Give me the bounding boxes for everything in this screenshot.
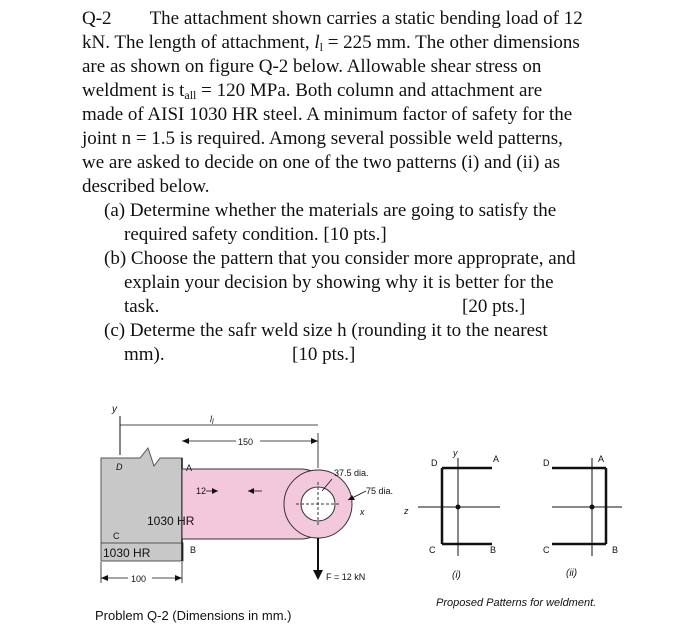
pattern-i-label-a: A: [493, 454, 500, 464]
force-label: F = 12 kN: [326, 572, 366, 582]
pattern-i-y: y: [453, 448, 458, 458]
material-label-attachment: 1030 HR: [147, 514, 195, 528]
pattern-i-label-b: B: [490, 545, 497, 555]
fig-z-label: z: [404, 506, 409, 516]
tau-subscript: all: [184, 88, 197, 102]
question-line-2-a: kN. The length of attachment,: [82, 32, 315, 53]
part-a-line-1: (a) Determine whether the materials are going to satisfy the: [104, 200, 557, 221]
hole-dia-label: 37.5 dia.: [334, 468, 369, 478]
material-label-column: 1030 HR: [103, 546, 151, 560]
pattern-ii-label-a: A: [598, 454, 605, 464]
dim-length-sub: l: [212, 419, 214, 426]
part-b-points: [20 pts.]: [462, 296, 526, 317]
question-number: Q-2: [82, 8, 112, 29]
pattern-ii-label-b: B: [612, 545, 619, 555]
pattern-i-label-c: C: [429, 545, 436, 555]
dim-150-arrow-right: [311, 438, 318, 444]
question-line-4-b: = 120 MPa. Both column and attachment are: [196, 80, 543, 101]
dim-150-label: 150: [238, 437, 254, 447]
part-b-line-2: explain your decision by showing why it is better for the: [124, 272, 554, 293]
pattern-ii-label-d: D: [543, 458, 550, 468]
fig-y-label: y: [112, 404, 117, 415]
dim-length-label: [210, 414, 214, 426]
fig-label-d: D: [116, 462, 123, 472]
part-b-line-3: task.: [124, 296, 160, 317]
pattern-ii-label-c: C: [543, 545, 550, 555]
question-line-1-text: The attachment shown carries a static bending load of 12: [149, 8, 583, 29]
pattern-ii-caption: (ii): [566, 568, 578, 579]
pattern-ii-centroid: [590, 505, 595, 510]
question-line-4-a: weldment is t: [82, 80, 185, 101]
part-c-line-2: mm).: [124, 344, 165, 365]
figure-caption: Problem Q-2 (Dimensions in mm.): [95, 608, 292, 623]
question-line-8: described below.: [82, 176, 210, 197]
question-line-5: made of AISI 1030 HR steel. A minimum factor of safety for the: [82, 104, 573, 125]
part-a-line-2: required safety condition. [10 pts.]: [124, 224, 387, 245]
part-c-points: [10 pts.]: [292, 344, 356, 365]
fig-label-a: A: [186, 463, 193, 473]
disc-dia-label: 75 dia.: [366, 486, 394, 496]
question-line-2-b: = 225 mm. The other dimensions: [322, 32, 580, 53]
fig-x-label: x: [360, 507, 365, 517]
dim-12-label: 12: [196, 486, 207, 496]
pattern-i-label-d: D: [431, 458, 438, 468]
length-subscript: l: [319, 40, 323, 54]
question-line-7: we are asked to decide on one of the two patterns (i) and (ii) as: [82, 152, 560, 173]
dim-150-arrow-left: [182, 438, 189, 444]
dim-100-arrow-left: [101, 575, 108, 581]
fig-label-c: C: [113, 531, 120, 541]
part-c-line-1: (c) Determe the safr weld size h (rounding it to the nearest: [104, 320, 548, 341]
part-b-line-1: (b) Choose the pattern that you consider more approprate, and: [104, 248, 576, 269]
dim-length-symbol: l: [210, 414, 212, 424]
question-line-6: joint n = 1.5 is required. Among several possible weld patterns,: [82, 128, 563, 149]
length-symbol: l: [314, 32, 320, 53]
dim-100-label: 100: [131, 574, 147, 584]
force-arrow-head: [313, 570, 323, 580]
dim-100-arrow-right: [175, 575, 182, 581]
patterns-caption: Proposed Patterns for weldment.: [436, 597, 597, 609]
question-line-3: are as shown on figure Q-2 below. Allowable shear stress on: [82, 56, 542, 77]
pattern-i-centroid: [456, 505, 461, 510]
pattern-i-caption: (i): [452, 570, 461, 581]
fig-label-b: B: [190, 545, 197, 555]
